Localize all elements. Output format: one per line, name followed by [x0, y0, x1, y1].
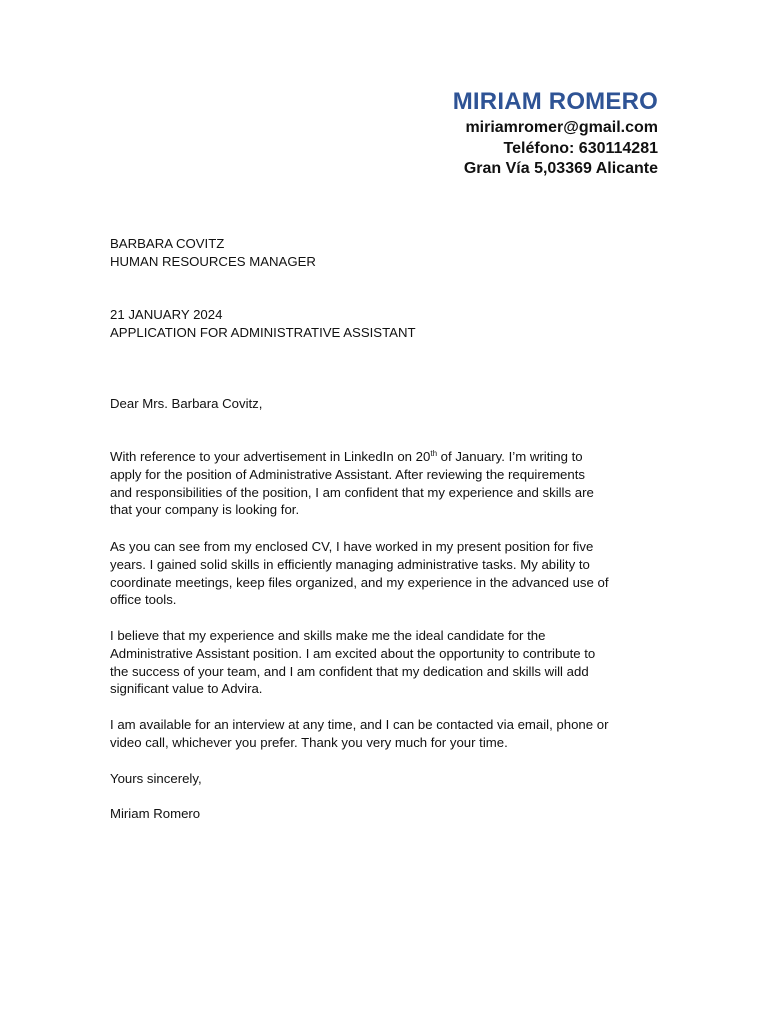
closing: Yours sincerely, — [110, 771, 202, 786]
paragraph-1-line-1: With reference to your advertisement in LinkedIn on 20th of January. I’m writing to — [110, 449, 583, 464]
paragraph-4-line: I am available for an interview at any time, and I can be contacted via email, phone or — [110, 717, 609, 732]
recipient-block — [110, 235, 658, 271]
paragraph-2-line: office tools. — [110, 592, 177, 608]
recipient-name: BARBARA COVITZ — [110, 236, 225, 251]
recipient-title: HUMAN RESOURCES MANAGER — [110, 253, 316, 269]
sender-phone: Teléfono: 630114281 — [503, 139, 658, 157]
sender-email: miriamromer@gmail.com — [465, 119, 658, 136]
sender-address: Gran Vía 5,03369 Alicante — [463, 160, 658, 177]
salutation: Dear Mrs. Barbara Covitz, — [110, 396, 263, 411]
paragraph-3-line: the success of your team, and I am confident that my dedication and skills will add — [110, 663, 589, 679]
sender-name: MIRIAM ROMERO — [452, 88, 658, 115]
paragraph-1 — [110, 448, 658, 519]
paragraph-2-line: As you can see from my enclosed CV, I have worked in my present position for five — [110, 539, 594, 554]
ordinal-suffix: th — [430, 449, 438, 458]
letter-header — [158, 86, 658, 180]
paragraph-1-line-4: that your company is looking for. — [110, 502, 300, 518]
paragraph-2 — [110, 538, 658, 609]
paragraph-1-line-2: apply for the position of Administrative Assistant. After reviewing the requirements — [110, 466, 585, 482]
letter-date: 21 JANUARY 2024 — [110, 307, 223, 322]
paragraph-3-line: significant value to Advira. — [110, 681, 263, 697]
paragraph-2-line: years. I gained solid skills in efficiently managing administrative tasks. My ability to — [110, 556, 590, 572]
paragraph-3-line: I believe that my experience and skills make me the ideal candidate for the — [110, 628, 546, 643]
paragraph-4 — [110, 716, 658, 752]
signature-name: Miriam Romero — [110, 806, 201, 821]
paragraph-2-line: coordinate meetings, keep files organized, and my experience in the advanced use of — [110, 574, 609, 590]
paragraph-3-line: Administrative Assistant position. I am excited about the opportunity to contribute to — [110, 645, 596, 661]
paragraph-3 — [110, 627, 658, 698]
date-subject-block — [110, 306, 658, 342]
letter-subject: APPLICATION FOR ADMINISTRATIVE ASSISTANT — [110, 324, 416, 340]
paragraph-4-line: video call, whichever you prefer. Thank you very much for your time. — [110, 734, 508, 750]
paragraph-1-line-3: and responsibilities of the position, I am confident that my experience and skills are — [110, 484, 594, 500]
